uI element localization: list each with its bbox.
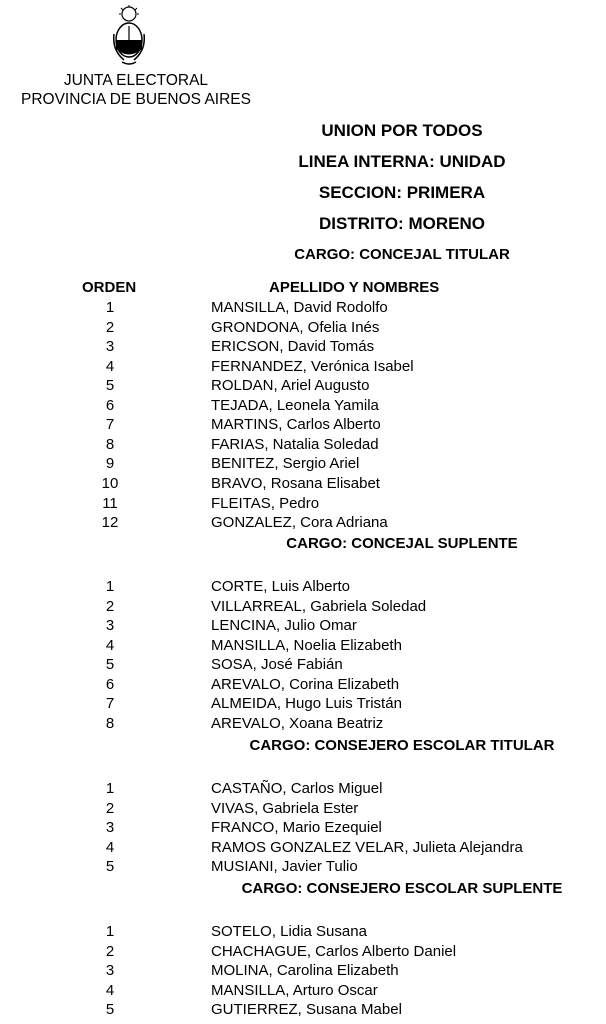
candidate-row bbox=[0, 838, 606, 858]
candidate-name: CORTE, Luis Alberto bbox=[211, 578, 350, 595]
candidate-name: BENITEZ, Sergio Ariel bbox=[211, 455, 360, 473]
candidate-row bbox=[0, 779, 606, 799]
party-name: UNION POR TODOS bbox=[321, 121, 483, 140]
order-number: 6 bbox=[105, 396, 115, 414]
order-number: 5 bbox=[105, 858, 115, 876]
candidate-row bbox=[0, 857, 606, 877]
candidate-row bbox=[0, 818, 606, 838]
order-number: 9 bbox=[105, 455, 115, 473]
candidate-row bbox=[0, 616, 606, 636]
candidate-row bbox=[0, 597, 606, 617]
candidate-name: MANSILLA, Arturo Oscar bbox=[211, 981, 378, 999]
candidate-name: MANSILLA, Noelia Elizabeth bbox=[211, 636, 402, 654]
column-header-names: APELLIDO Y NOMBRES bbox=[269, 279, 440, 296]
candidate-row bbox=[0, 298, 606, 318]
candidate-name: FARIAS, Natalia Soledad bbox=[211, 435, 379, 453]
order-number: 4 bbox=[105, 636, 115, 654]
section-title: CARGO: CONSEJERO ESCOLAR TITULAR bbox=[249, 737, 555, 754]
candidate-row bbox=[0, 981, 606, 1001]
candidate-name: VIVAS, Gabriela Ester bbox=[211, 799, 359, 817]
candidate-row bbox=[0, 675, 606, 695]
candidate-row bbox=[0, 396, 606, 416]
order-number: 1 bbox=[105, 299, 115, 316]
candidate-row bbox=[0, 357, 606, 377]
candidate-row bbox=[0, 799, 606, 819]
order-number: 1 bbox=[105, 780, 115, 797]
order-number: 4 bbox=[105, 981, 115, 999]
candidate-name: VILLARREAL, Gabriela Soledad bbox=[211, 597, 427, 615]
candidate-row bbox=[0, 474, 606, 494]
candidate-name: ERICSON, David Tomás bbox=[211, 338, 375, 356]
candidate-row bbox=[0, 454, 606, 474]
organization-name: JUNTA ELECTORAL bbox=[63, 72, 209, 89]
order-number: 5 bbox=[105, 656, 115, 674]
section-title: CARGO: CONCEJAL TITULAR bbox=[294, 246, 510, 263]
section-title: CARGO: CONCEJAL SUPLENTE bbox=[286, 535, 518, 552]
column-header-order: ORDEN bbox=[82, 279, 137, 296]
order-number: 8 bbox=[105, 714, 115, 732]
province-name: PROVINCIA DE BUENOS AIRES bbox=[21, 91, 251, 108]
order-number: 2 bbox=[105, 799, 115, 817]
candidate-row bbox=[0, 577, 606, 597]
candidate-name: MUSIANI, Javier Tulio bbox=[211, 858, 358, 876]
order-number: 2 bbox=[105, 597, 115, 615]
candidate-row bbox=[0, 1000, 606, 1020]
order-number: 4 bbox=[105, 357, 115, 375]
coat-of-arms-icon bbox=[110, 4, 148, 68]
order-number: 11 bbox=[102, 494, 118, 512]
district-name: DISTRITO: MORENO bbox=[319, 214, 485, 233]
candidate-row bbox=[0, 318, 606, 338]
order-number: 7 bbox=[105, 695, 115, 713]
candidate-row bbox=[0, 942, 606, 962]
order-number: 3 bbox=[105, 962, 115, 980]
candidate-name: AREVALO, Xoana Beatriz bbox=[211, 714, 384, 732]
candidate-name: ROLDAN, Ariel Augusto bbox=[211, 377, 370, 395]
candidate-row bbox=[0, 513, 606, 533]
candidate-name: BRAVO, Rosana Elisabet bbox=[211, 474, 380, 492]
candidate-name: RAMOS GONZALEZ VELAR, Julieta Alejandra bbox=[211, 838, 523, 856]
candidate-row bbox=[0, 922, 606, 942]
candidate-name: GUTIERREZ, Susana Mabel bbox=[211, 1001, 402, 1019]
candidate-row bbox=[0, 415, 606, 435]
order-number: 10 bbox=[101, 474, 119, 492]
order-number: 2 bbox=[105, 942, 115, 960]
candidate-name: MARTINS, Carlos Alberto bbox=[211, 416, 381, 434]
candidate-name: MANSILLA, David Rodolfo bbox=[211, 299, 388, 316]
candidate-name: AREVALO, Corina Elizabeth bbox=[211, 675, 400, 693]
candidate-name: GRONDONA, Ofelia Inés bbox=[211, 318, 380, 336]
order-number: 8 bbox=[105, 435, 115, 453]
candidate-name: FRANCO, Mario Ezequiel bbox=[211, 819, 382, 837]
electoral-section: SECCION: PRIMERA bbox=[318, 183, 486, 202]
candidate-name: TEJADA, Leonela Yamila bbox=[211, 396, 379, 414]
candidate-row bbox=[0, 961, 606, 981]
candidate-name: MOLINA, Carolina Elizabeth bbox=[211, 962, 399, 980]
order-number: 12 bbox=[101, 514, 119, 532]
candidate-row bbox=[0, 694, 606, 714]
section-title: CARGO: CONSEJERO ESCOLAR SUPLENTE bbox=[241, 880, 563, 897]
candidate-name: SOTELO, Lidia Susana bbox=[211, 923, 367, 940]
order-number: 4 bbox=[105, 838, 115, 856]
order-number: 3 bbox=[105, 819, 115, 837]
candidate-name: CASTAÑO, Carlos Miguel bbox=[211, 780, 383, 797]
order-number: 2 bbox=[105, 318, 115, 336]
candidate-row bbox=[0, 714, 606, 734]
order-number: 3 bbox=[105, 617, 115, 635]
candidate-name: CHACHAGUE, Carlos Alberto Daniel bbox=[211, 942, 457, 960]
candidate-name: FERNANDEZ, Verónica Isabel bbox=[211, 357, 414, 375]
candidate-row bbox=[0, 376, 606, 396]
candidate-name: SOSA, José Fabián bbox=[211, 656, 343, 674]
candidate-row bbox=[0, 636, 606, 656]
candidate-name: FLEITAS, Pedro bbox=[211, 494, 320, 512]
candidate-row bbox=[0, 655, 606, 675]
order-number: 1 bbox=[105, 578, 115, 595]
candidate-row bbox=[0, 337, 606, 357]
internal-line: LINEA INTERNA: UNIDAD bbox=[298, 152, 506, 171]
order-number: 5 bbox=[105, 377, 115, 395]
candidate-name: ALMEIDA, Hugo Luis Tristán bbox=[211, 695, 402, 713]
order-number: 1 bbox=[105, 923, 115, 940]
order-number: 3 bbox=[105, 338, 115, 356]
candidate-name: GONZALEZ, Cora Adriana bbox=[211, 514, 388, 532]
order-number: 7 bbox=[105, 416, 115, 434]
candidate-row bbox=[0, 435, 606, 455]
order-number: 6 bbox=[105, 675, 115, 693]
candidate-name: LENCINA, Julio Omar bbox=[211, 617, 357, 635]
candidate-row bbox=[0, 494, 606, 514]
order-number: 5 bbox=[105, 1001, 115, 1019]
